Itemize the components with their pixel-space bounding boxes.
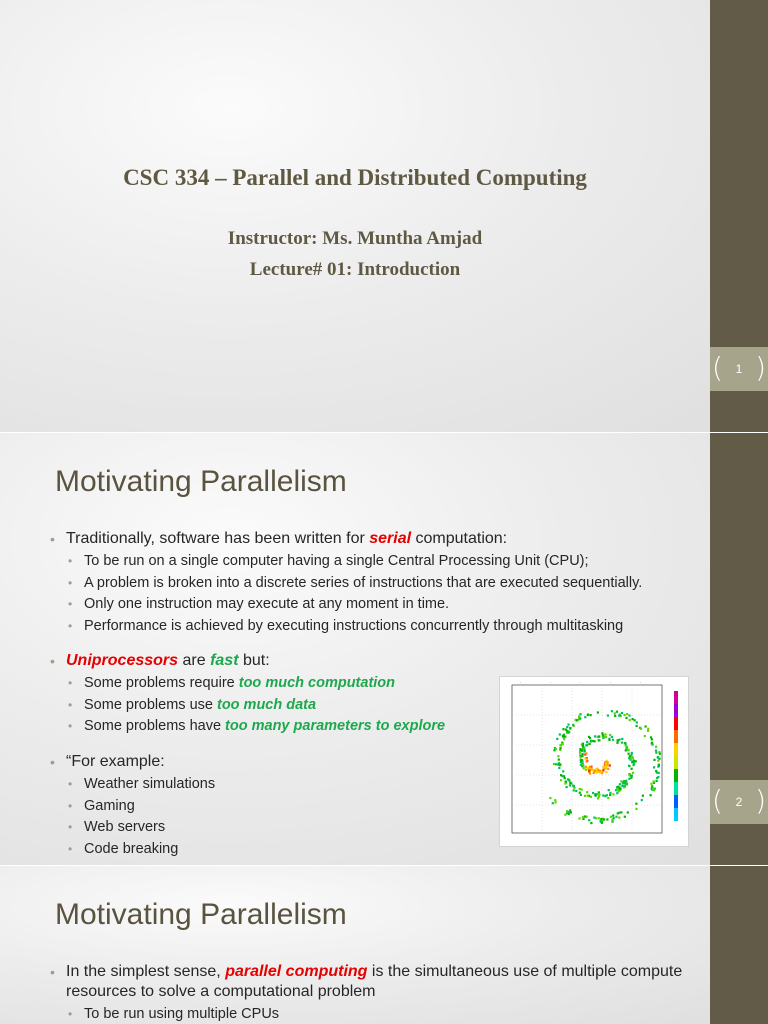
storm-cell — [628, 774, 630, 776]
storm-cell — [609, 764, 611, 766]
emphasis-fast: fast — [210, 652, 239, 669]
bullet-list — [50, 962, 690, 1024]
storm-cell — [560, 779, 562, 781]
storm-cell — [594, 740, 596, 742]
storm-cell — [615, 816, 617, 818]
storm-cell — [583, 767, 585, 769]
storm-cell — [584, 749, 586, 751]
storm-cell — [600, 771, 602, 773]
storm-cell — [634, 719, 636, 721]
storm-cell — [555, 748, 557, 750]
storm-cell — [600, 821, 602, 823]
storm-cell — [628, 757, 630, 759]
storm-cell — [579, 792, 581, 794]
emphasis-text: too much computation — [238, 675, 396, 691]
storm-cell — [612, 814, 614, 816]
colorbar — [674, 691, 678, 821]
storm-cell — [621, 738, 623, 740]
storm-cell — [627, 811, 629, 813]
bullet-text: but: — [238, 652, 270, 669]
bullet-text: In the simplest sense, — [66, 963, 226, 980]
storm-cell — [604, 795, 606, 797]
storm-cell — [630, 754, 632, 756]
storm-cell — [579, 754, 581, 756]
storm-cell — [608, 789, 610, 791]
storm-cell — [625, 743, 627, 745]
storm-cell — [581, 789, 583, 791]
sub-bullet: • To be run using multiple CPUs — [66, 1004, 690, 1024]
storm-cell — [609, 794, 611, 796]
storm-cell — [631, 761, 633, 763]
storm-cell — [627, 749, 629, 751]
storm-cell — [657, 760, 659, 762]
colorbar-segment — [674, 743, 678, 756]
sub-bullet: • A problem is broken into a discrete series of instructions that are executed sequentially. — [66, 573, 690, 595]
storm-cell — [606, 818, 608, 820]
storm-cell — [616, 786, 618, 788]
bullet-text: are — [178, 652, 211, 669]
slide-title: Motivating Parallelism — [55, 898, 347, 931]
storm-cell — [592, 792, 594, 794]
colorbar-segment — [674, 691, 678, 704]
storm-cell — [602, 794, 604, 796]
sub-list — [66, 1004, 690, 1024]
storm-cell — [597, 769, 599, 771]
storm-cell — [600, 818, 602, 820]
emphasis-serial: serial — [369, 530, 412, 547]
storm-cell — [558, 767, 560, 769]
storm-cell — [559, 733, 561, 735]
storm-cell — [552, 802, 554, 804]
slide-title: Motivating Parallelism — [55, 465, 347, 498]
storm-cell — [603, 818, 605, 820]
storm-cell — [655, 752, 657, 754]
storm-cell — [594, 793, 596, 795]
colorbar-segment — [674, 769, 678, 782]
slide-number: 1 — [735, 362, 743, 376]
storm-cell — [620, 788, 622, 790]
storm-cell — [609, 792, 611, 794]
storm-cell — [553, 763, 555, 765]
colorbar-segment — [674, 782, 678, 795]
storm-cell — [582, 743, 584, 745]
sub-bullet: • Performance is achieved by executing instructions concurrently through multitasking — [66, 616, 690, 638]
storm-cell — [653, 759, 655, 761]
storm-cell — [580, 749, 582, 751]
svg-text:.: . — [610, 679, 612, 684]
bracket-left-icon: ( — [712, 351, 723, 384]
slide-sidebar — [710, 866, 768, 1024]
storm-cell — [607, 714, 609, 716]
storm-cell — [659, 753, 661, 755]
svg-text:.: . — [580, 679, 582, 684]
storm-cell — [644, 735, 646, 737]
storm-cell — [645, 725, 647, 727]
storm-cell — [566, 810, 568, 812]
storm-cell — [620, 780, 622, 782]
storm-cell — [587, 714, 589, 716]
storm-cell — [607, 768, 609, 770]
slide-number-badge — [710, 347, 768, 391]
storm-cell — [629, 719, 631, 721]
storm-cell — [593, 772, 595, 774]
storm-cell — [620, 811, 622, 813]
sub-list — [66, 673, 490, 738]
storm-cell — [614, 712, 616, 714]
storm-cell — [624, 714, 626, 716]
storm-cell — [598, 794, 600, 796]
storm-cell — [570, 811, 572, 813]
storm-cell — [658, 764, 660, 766]
storm-cell — [628, 753, 630, 755]
storm-cell — [656, 780, 658, 782]
storm-cell — [576, 719, 578, 721]
colorbar-segment — [674, 795, 678, 808]
storm-cell — [584, 815, 586, 817]
storm-cell — [584, 716, 586, 718]
storm-cell — [616, 711, 618, 713]
storm-cell — [557, 755, 559, 757]
storm-cell — [564, 814, 566, 816]
storm-cell — [650, 736, 652, 738]
sub-bullet — [66, 673, 490, 695]
storm-cell — [585, 752, 587, 754]
storm-cell — [582, 816, 584, 818]
slide-sidebar — [710, 0, 768, 432]
storm-cell — [624, 783, 626, 785]
storm-cell — [590, 714, 592, 716]
storm-cell — [647, 730, 649, 732]
storm-cell — [586, 791, 588, 793]
storm-cell — [616, 792, 618, 794]
emphasis-text: too many parameters to explore — [225, 718, 446, 735]
bullet-text: Traditionally, software has been written for — [66, 530, 370, 547]
storm-cell — [584, 795, 586, 797]
storm-cell — [563, 738, 565, 740]
bracket-right-icon: ) — [755, 784, 766, 817]
sub-bullet: • Weather simulations — [66, 774, 450, 796]
storm-cell — [595, 817, 597, 819]
storm-cell — [598, 796, 600, 798]
storm-cell — [586, 767, 588, 769]
sub-bullet-text: Some problems use — [84, 696, 217, 713]
storm-cell — [586, 760, 588, 762]
storm-cell — [573, 785, 575, 787]
storm-cell — [573, 789, 575, 791]
storm-cell — [650, 794, 652, 796]
emphasis-parallel-computing: parallel computing — [225, 963, 368, 980]
sub-bullet: • Web servers — [66, 817, 450, 839]
storm-cell — [632, 772, 634, 774]
sub-list — [66, 551, 690, 637]
storm-cell — [555, 763, 557, 765]
storm-cell — [566, 786, 568, 788]
storm-cell — [569, 784, 571, 786]
storm-cell — [619, 783, 621, 785]
storm-cell — [590, 822, 592, 824]
storm-cell — [579, 713, 581, 715]
storm-cell — [580, 759, 582, 761]
storm-cell — [587, 795, 589, 797]
storm-cell — [569, 727, 571, 729]
storm-cell — [582, 745, 584, 747]
storm-cell — [560, 744, 562, 746]
storm-cell — [602, 735, 604, 737]
storm-cell — [622, 782, 624, 784]
bullet-list — [50, 651, 490, 738]
storm-cell — [625, 780, 627, 782]
storm-cell — [617, 740, 619, 742]
bullet-uniprocessors — [50, 651, 490, 738]
storm-cell — [578, 817, 580, 819]
storm-cell — [652, 788, 654, 790]
bullet-list — [50, 752, 450, 860]
storm-cell — [651, 785, 653, 787]
storm-cell — [640, 728, 642, 730]
bullet-parallel-computing — [50, 962, 690, 1024]
storm-cell — [610, 816, 612, 818]
storm-cell — [611, 819, 613, 821]
sub-bullet — [66, 716, 490, 738]
storm-cell — [650, 783, 652, 785]
bullet-serial — [50, 529, 690, 637]
storm-cell — [605, 736, 607, 738]
storm-cell — [616, 742, 618, 744]
storm-cell — [575, 790, 577, 792]
storm-cell — [612, 739, 614, 741]
storm-cell — [564, 777, 566, 779]
storm-cell — [579, 788, 581, 790]
storm-cell — [572, 724, 574, 726]
storm-cell — [626, 713, 628, 715]
storm-cell — [635, 803, 637, 805]
slide-number-badge — [710, 780, 768, 824]
storm-cell — [580, 794, 582, 796]
bullet-example — [50, 752, 450, 860]
bracket-left-icon: ( — [712, 784, 723, 817]
storm-cell — [584, 758, 586, 760]
svg-text:.: . — [640, 679, 642, 684]
storm-cell — [566, 726, 568, 728]
course-title: CSC 334 – Parallel and Distributed Computing — [123, 165, 587, 190]
storm-cell — [607, 797, 609, 799]
storm-cell — [653, 780, 655, 782]
storm-cell — [621, 742, 623, 744]
storm-cell — [589, 737, 591, 739]
storm-cell — [589, 772, 591, 774]
storm-cell — [642, 795, 644, 797]
storm-cell — [589, 766, 591, 768]
storm-cell — [625, 717, 627, 719]
storm-cell — [605, 771, 607, 773]
storm-cell — [580, 757, 582, 759]
storm-cell — [614, 715, 616, 717]
sub-bullet-text: Some problems require — [84, 675, 239, 691]
storm-cell — [567, 724, 569, 726]
storm-cell — [568, 731, 570, 733]
storm-cell — [655, 750, 657, 752]
slide-2 — [0, 433, 768, 865]
slide-3 — [0, 866, 768, 1024]
storm-cell — [636, 725, 638, 727]
slide-sidebar — [710, 433, 768, 865]
sub-bullet — [66, 695, 490, 717]
instructor-line: Instructor: Ms. Muntha Amjad — [227, 228, 483, 249]
emphasis-uniprocessors: Uniprocessors — [66, 652, 179, 669]
storm-cell — [578, 715, 580, 717]
storm-cell — [656, 777, 658, 779]
sub-bullet: • Gaming — [66, 796, 450, 818]
storm-cell — [558, 762, 560, 764]
storm-cell — [623, 786, 625, 788]
storm-cell — [609, 734, 611, 736]
storm-cell — [605, 763, 607, 765]
storm-cell — [655, 746, 657, 748]
storm-cell — [559, 748, 561, 750]
storm-cell — [651, 742, 653, 744]
storm-cell — [603, 766, 605, 768]
storm-cell — [657, 756, 659, 758]
storm-cell — [630, 777, 632, 779]
storm-cell — [590, 740, 592, 742]
storm-cell — [632, 718, 634, 720]
storm-cell — [617, 812, 619, 814]
storm-cell — [604, 734, 606, 736]
storm-cell — [602, 769, 604, 771]
sub-list — [66, 774, 450, 860]
storm-cell — [611, 710, 613, 712]
storm-cell — [598, 817, 600, 819]
emphasis-text: too much data — [216, 696, 317, 713]
storm-cell — [597, 711, 599, 713]
storm-cell — [651, 738, 653, 740]
storm-cell — [579, 752, 581, 754]
storm-cell — [590, 796, 592, 798]
storm-cell — [636, 721, 638, 723]
storm-cell — [628, 778, 630, 780]
storm-cell — [549, 797, 551, 799]
storm-cell — [624, 816, 626, 818]
slide-number: 2 — [735, 795, 743, 809]
storm-cell — [631, 768, 633, 770]
storm-cell — [621, 712, 623, 714]
bullet-text: “For example: — [66, 753, 165, 770]
storm-cell — [619, 714, 621, 716]
storm-cell — [657, 766, 659, 768]
storm-cell — [631, 752, 633, 754]
colorbar-segment — [674, 704, 678, 717]
storm-cell — [554, 799, 556, 801]
storm-cell — [647, 728, 649, 730]
storm-cell — [562, 770, 564, 772]
storm-cell — [598, 739, 600, 741]
storm-cell — [635, 808, 637, 810]
sub-bullet-text: Some problems have — [84, 718, 226, 735]
storm-cell — [562, 728, 564, 730]
svg-text:.: . — [550, 679, 552, 684]
storm-cell — [564, 782, 566, 784]
storm-cell — [562, 735, 564, 737]
storm-cell — [569, 782, 571, 784]
sub-bullet: • Only one instruction may execute at any moment in time. — [66, 594, 690, 616]
storm-cell — [560, 774, 562, 776]
storm-cell — [658, 772, 660, 774]
storm-cell — [556, 738, 558, 740]
colorbar-segment — [674, 808, 678, 821]
storm-cell — [565, 729, 567, 731]
storm-cell — [618, 817, 620, 819]
storm-cell — [592, 769, 594, 771]
storm-cell — [579, 718, 581, 720]
weather-radar-graphic — [500, 677, 688, 846]
storm-cell — [586, 741, 588, 743]
storm-cell — [588, 770, 590, 772]
storm-cell — [611, 736, 613, 738]
storm-cell — [612, 793, 614, 795]
storm-cell — [594, 735, 596, 737]
storm-cell — [586, 744, 588, 746]
svg-text:.: . — [520, 679, 522, 684]
sub-bullet: • Code breaking — [66, 839, 450, 861]
storm-cell — [582, 764, 584, 766]
storm-cell — [635, 760, 637, 762]
storm-cell — [558, 759, 560, 761]
storm-cell — [628, 715, 630, 717]
colorbar-segment — [674, 756, 678, 769]
storm-cell — [617, 788, 619, 790]
storm-cell — [601, 732, 603, 734]
storm-cell — [617, 790, 619, 792]
storm-cell — [628, 765, 630, 767]
bullet-text: computation: — [411, 530, 508, 547]
storm-cell — [582, 753, 584, 755]
storm-cell — [588, 819, 590, 821]
storm-cell — [555, 801, 557, 803]
storm-cell — [613, 817, 615, 819]
colorbar-segment — [674, 717, 678, 730]
storm-cell — [598, 735, 600, 737]
storm-cell — [589, 743, 591, 745]
slide-1 — [0, 0, 768, 432]
bracket-right-icon: ) — [755, 351, 766, 384]
storm-cell — [608, 739, 610, 741]
bullet-text: is the simultaneous use of multiple compute resources to solve a computational problem — [66, 963, 683, 1000]
bullet-list — [50, 529, 690, 637]
storm-cell — [605, 766, 607, 768]
colorbar-segment — [674, 730, 678, 743]
weather-radar-image — [499, 676, 689, 847]
storm-cell — [641, 799, 643, 801]
sub-bullet: • To be run on a single computer having a single Central Processing Unit (CPU); — [66, 551, 690, 573]
lecture-line: Lecture# 01: Introduction — [249, 259, 461, 280]
storm-cell — [653, 766, 655, 768]
storm-cell — [568, 779, 570, 781]
storm-cell — [655, 770, 657, 772]
